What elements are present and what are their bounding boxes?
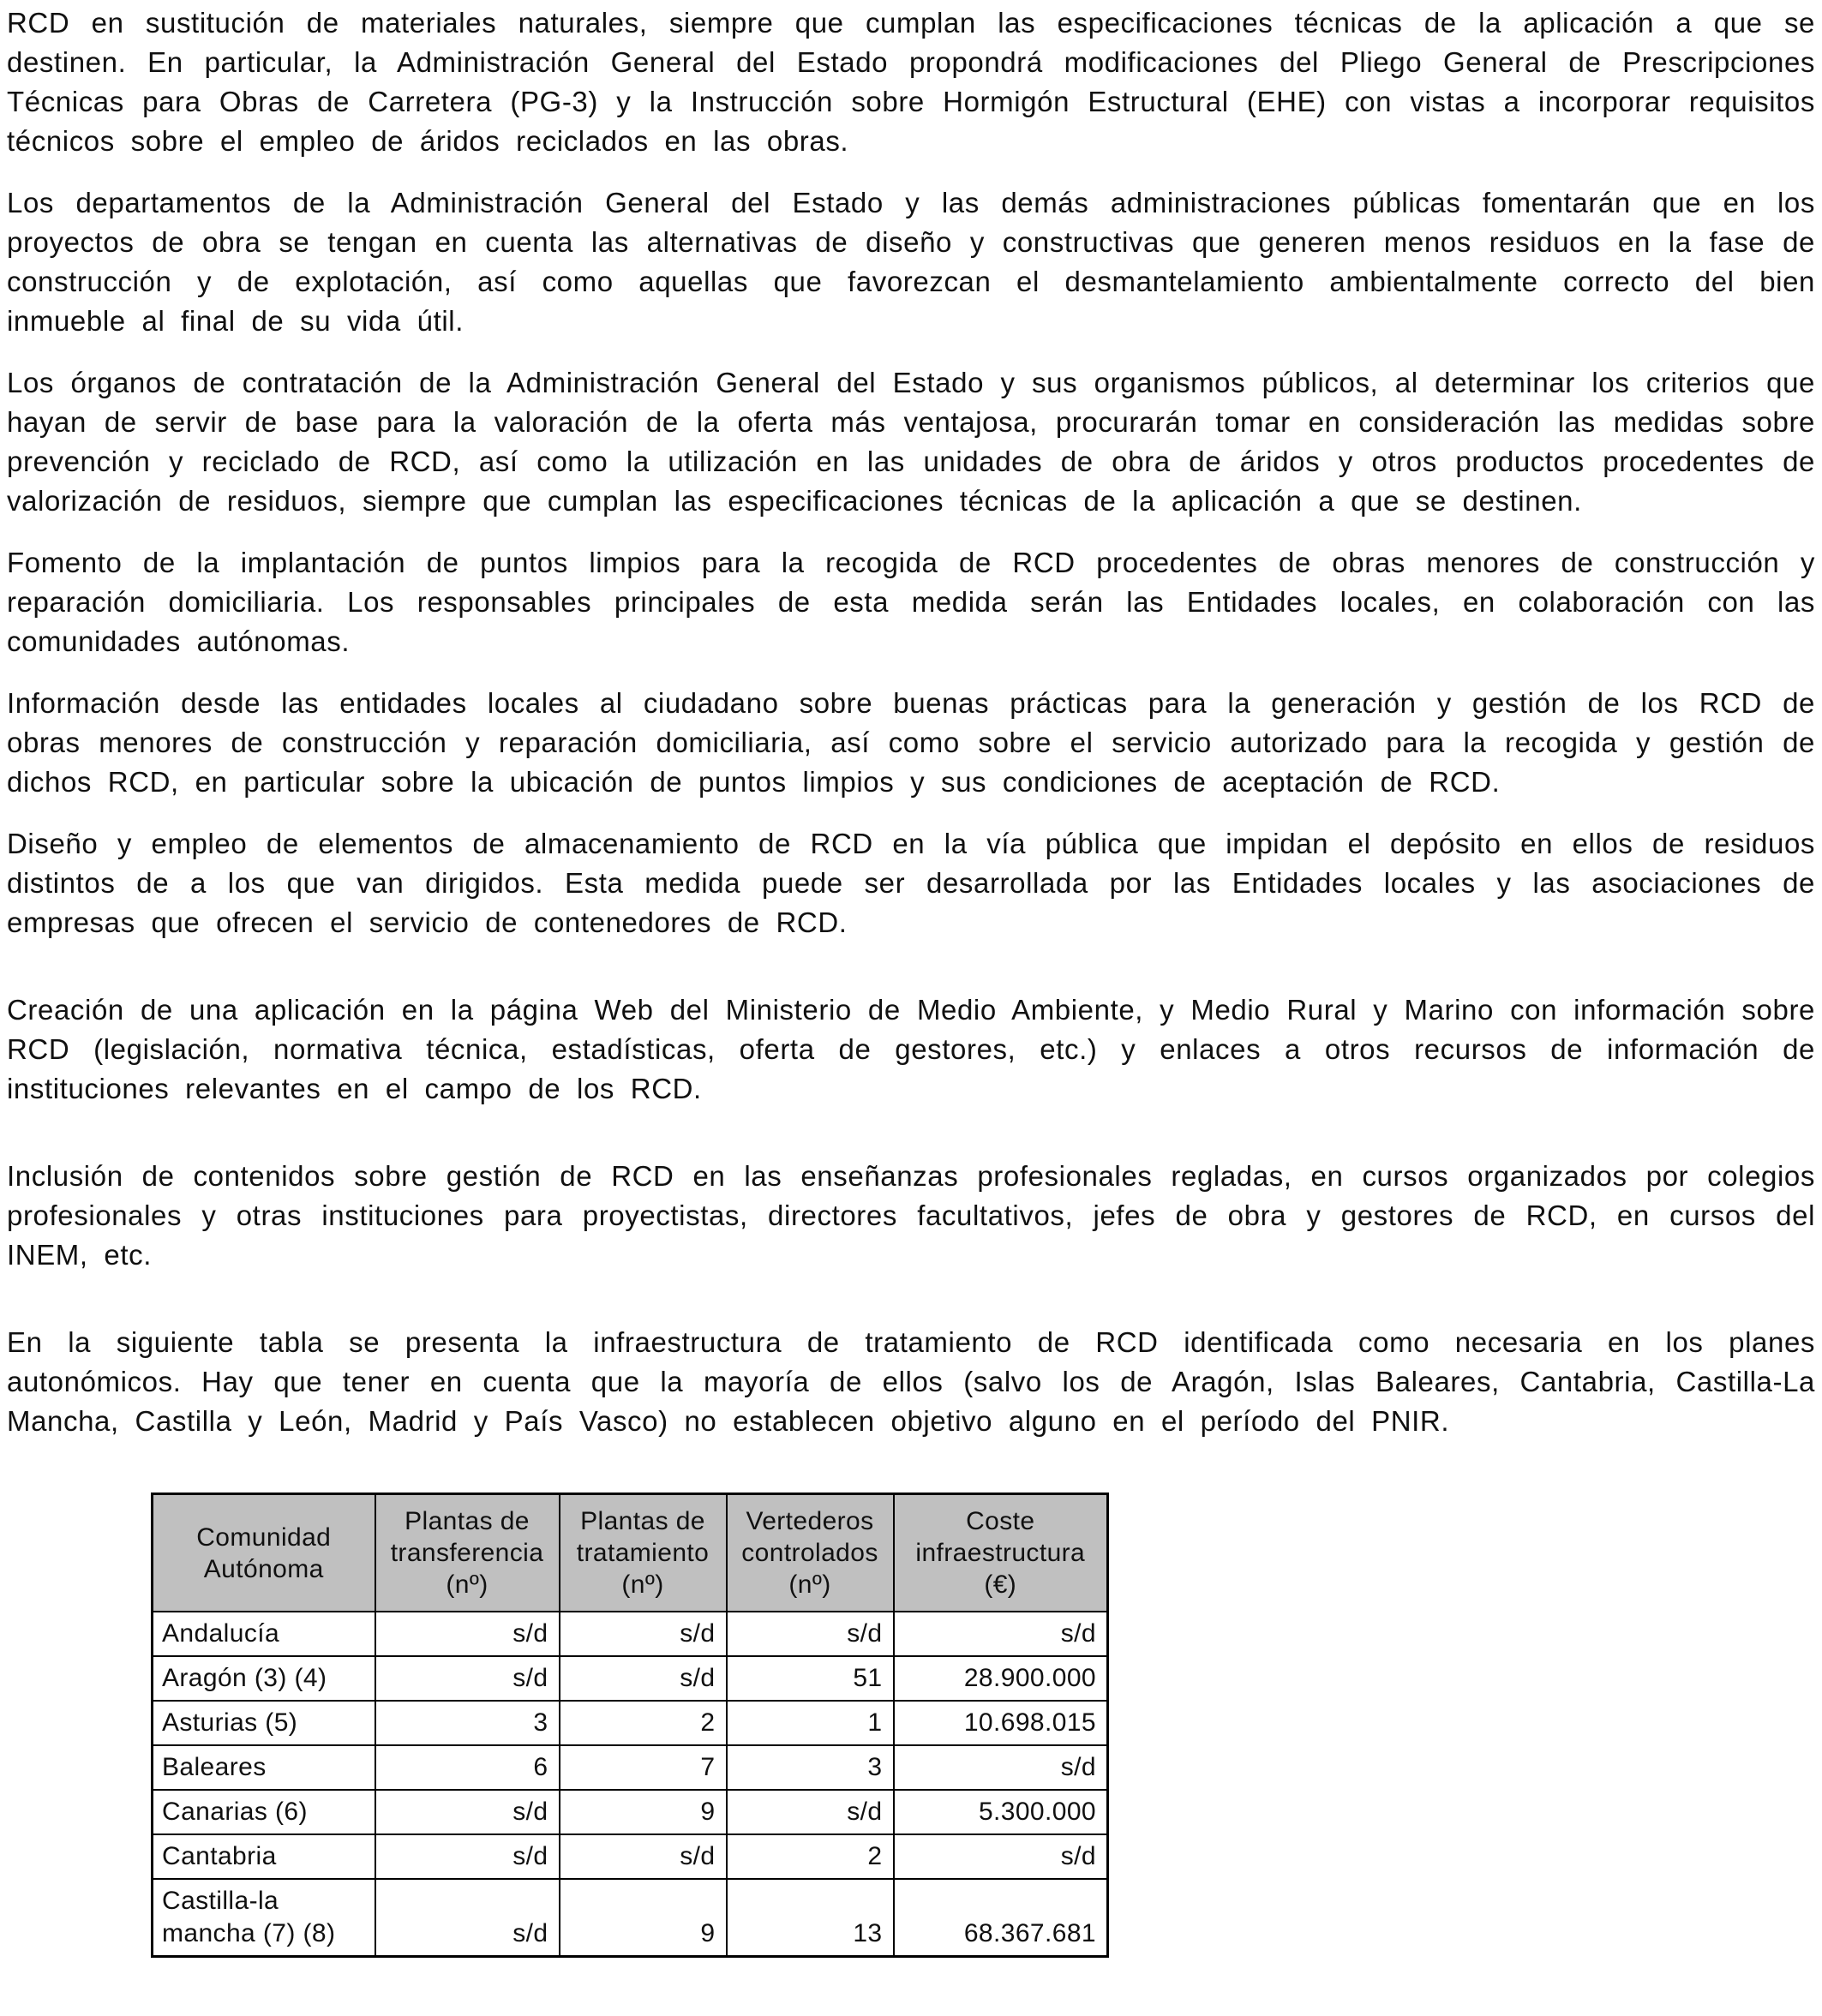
region-cell: Castilla-la mancha (7) (8) [153, 1879, 375, 1957]
paragraph: Los órganos de contratación de la Administración General del Estado y sus organismos públicos, al determinar los criterios que hayan de servir de base para la valoración de la oferta más ventajosa, procurarán tomar en consideración las medidas sobre prevención y reciclado de RCD, así como la utilización en las unidades de obra de áridos y otros productos procedentes de valorización de residuos, siempre que cumplan las especificaciones técnicas de la aplicación a que se destinen. [7, 367, 1815, 517]
paragraph: Creación de una aplicación en la página Web del Ministerio de Medio Ambiente, y Medio Rural y Marino con información sobre RCD (legislación, normativa técnica, estadísticas, oferta de gestores, etc.) y enlaces a otros recursos de información de instituciones relevantes en el campo de los RCD. [7, 994, 1815, 1104]
region-cell: Cantabria [153, 1834, 375, 1879]
value-cell: 3 [375, 1701, 560, 1745]
table-row [153, 1879, 1108, 1957]
infrastructure-table-wrapper [151, 1493, 1815, 1958]
table-row [153, 1701, 1108, 1745]
value-cell: s/d [560, 1834, 727, 1879]
table-header-row [153, 1494, 1108, 1612]
value-cell: s/d [375, 1612, 560, 1656]
region-cell: Andalucía [153, 1612, 375, 1656]
table-header [153, 1494, 1108, 1612]
table-row [153, 1612, 1108, 1656]
document-paragraphs [7, 3, 1815, 1441]
value-cell: s/d [727, 1790, 894, 1834]
paragraph: Información desde las entidades locales al ciudadano sobre buenas prácticas para la generación y gestión de los RCD de obras menores de construcción y reparación domiciliaria, así como sobre el servicio autorizado para la recogida y gestión de dichos RCD, en particular sobre la ubicación de puntos limpios y sus condiciones de aceptación de RCD. [7, 687, 1815, 798]
value-cell: 9 [560, 1790, 727, 1834]
paragraph: Diseño y empleo de elementos de almacenamiento de RCD en la vía pública que impidan el depósito en ellos de residuos distintos de a los que van dirigidos. Esta medida puede ser desarrollada por las Entidades locales y las asociaciones de empresas que ofrecen el servicio de contenedores de RCD. [7, 828, 1815, 938]
value-cell: s/d [375, 1656, 560, 1701]
table-row [153, 1834, 1108, 1879]
paragraph: Los departamentos de la Administración General del Estado y las demás administraciones públicas fomentarán que en los proyectos de obra se tengan en cuenta las alternativas de diseño y constructivas que generen menos residuos en la fase de construcción y de explotación, así como aquellas que favorezcan el desmantelamiento ambientalmente correcto del bien inmueble al final de su vida útil. [7, 187, 1815, 337]
value-cell: 3 [727, 1745, 894, 1790]
region-cell: Canarias (6) [153, 1790, 375, 1834]
paragraph: RCD en sustitución de materiales naturales, siempre que cumplan las especificaciones técnicas de la aplicación a que se destinen. En particular, la Administración General del Estado propondrá modificaciones del Pliego General de Prescripciones Técnicas para Obras de Carretera (PG-3) y la Instrucción sobre Hormigón Estructural (EHE) con vistas a incorporar requisitos técnicos sobre el empleo de áridos reciclados en las obras. [7, 7, 1815, 157]
table-header-cell: Coste infraestructura (€) [894, 1494, 1108, 1612]
value-cell: s/d [894, 1612, 1108, 1656]
table-row [153, 1790, 1108, 1834]
value-cell: 51 [727, 1656, 894, 1701]
value-cell: 1 [727, 1701, 894, 1745]
value-cell: 10.698.015 [894, 1701, 1108, 1745]
value-cell: 28.900.000 [894, 1656, 1108, 1701]
value-cell: 7 [560, 1745, 727, 1790]
value-cell: 6 [375, 1745, 560, 1790]
table-header-cell: Plantas de tratamiento (nº) [560, 1494, 727, 1612]
document-page [7, 3, 1815, 1958]
region-cell: Aragón (3) (4) [153, 1656, 375, 1701]
table-body [153, 1612, 1108, 1957]
value-cell: s/d [894, 1745, 1108, 1790]
value-cell: s/d [560, 1612, 727, 1656]
value-cell: s/d [375, 1790, 560, 1834]
region-cell: Baleares [153, 1745, 375, 1790]
value-cell: s/d [375, 1834, 560, 1879]
value-cell: s/d [375, 1879, 560, 1957]
paragraph: En la siguiente tabla se presenta la infraestructura de tratamiento de RCD identificada como necesaria en los planes autonómicos. Hay que tener en cuenta que la mayoría de ellos (salvo los de Aragón, Islas Baleares, Cantabria, Castilla-La Mancha, Castilla y León, Madrid y País Vasco) no establecen objetivo alguno en el período del PNIR. [7, 1326, 1815, 1437]
region-cell: Asturias (5) [153, 1701, 375, 1745]
table-row [153, 1745, 1108, 1790]
value-cell: 2 [560, 1701, 727, 1745]
value-cell: 2 [727, 1834, 894, 1879]
table-row [153, 1656, 1108, 1701]
paragraph: Inclusión de contenidos sobre gestión de RCD en las enseñanzas profesionales regladas, en cursos organizados por colegios profesionales y otras instituciones para proyectistas, directores facultativos, jefes de obra y gestores de RCD, en cursos del INEM, etc. [7, 1160, 1815, 1271]
value-cell: s/d [727, 1612, 894, 1656]
paragraph: Fomento de la implantación de puntos limpios para la recogida de RCD procedentes de obras menores de construcción y reparación domiciliaria. Los responsables principales de esta medida serán las Entidades locales, en colaboración con las comunidades autónomas. [7, 547, 1815, 657]
value-cell: s/d [560, 1656, 727, 1701]
value-cell: s/d [894, 1834, 1108, 1879]
value-cell: 68.367.681 [894, 1879, 1108, 1957]
infrastructure-table [151, 1493, 1109, 1958]
table-header-cell: Comunidad Autónoma [153, 1494, 375, 1612]
value-cell: 13 [727, 1879, 894, 1957]
value-cell: 5.300.000 [894, 1790, 1108, 1834]
table-header-cell: Vertederos controlados (nº) [727, 1494, 894, 1612]
table-header-cell: Plantas de transferencia (nº) [375, 1494, 560, 1612]
value-cell: 9 [560, 1879, 727, 1957]
